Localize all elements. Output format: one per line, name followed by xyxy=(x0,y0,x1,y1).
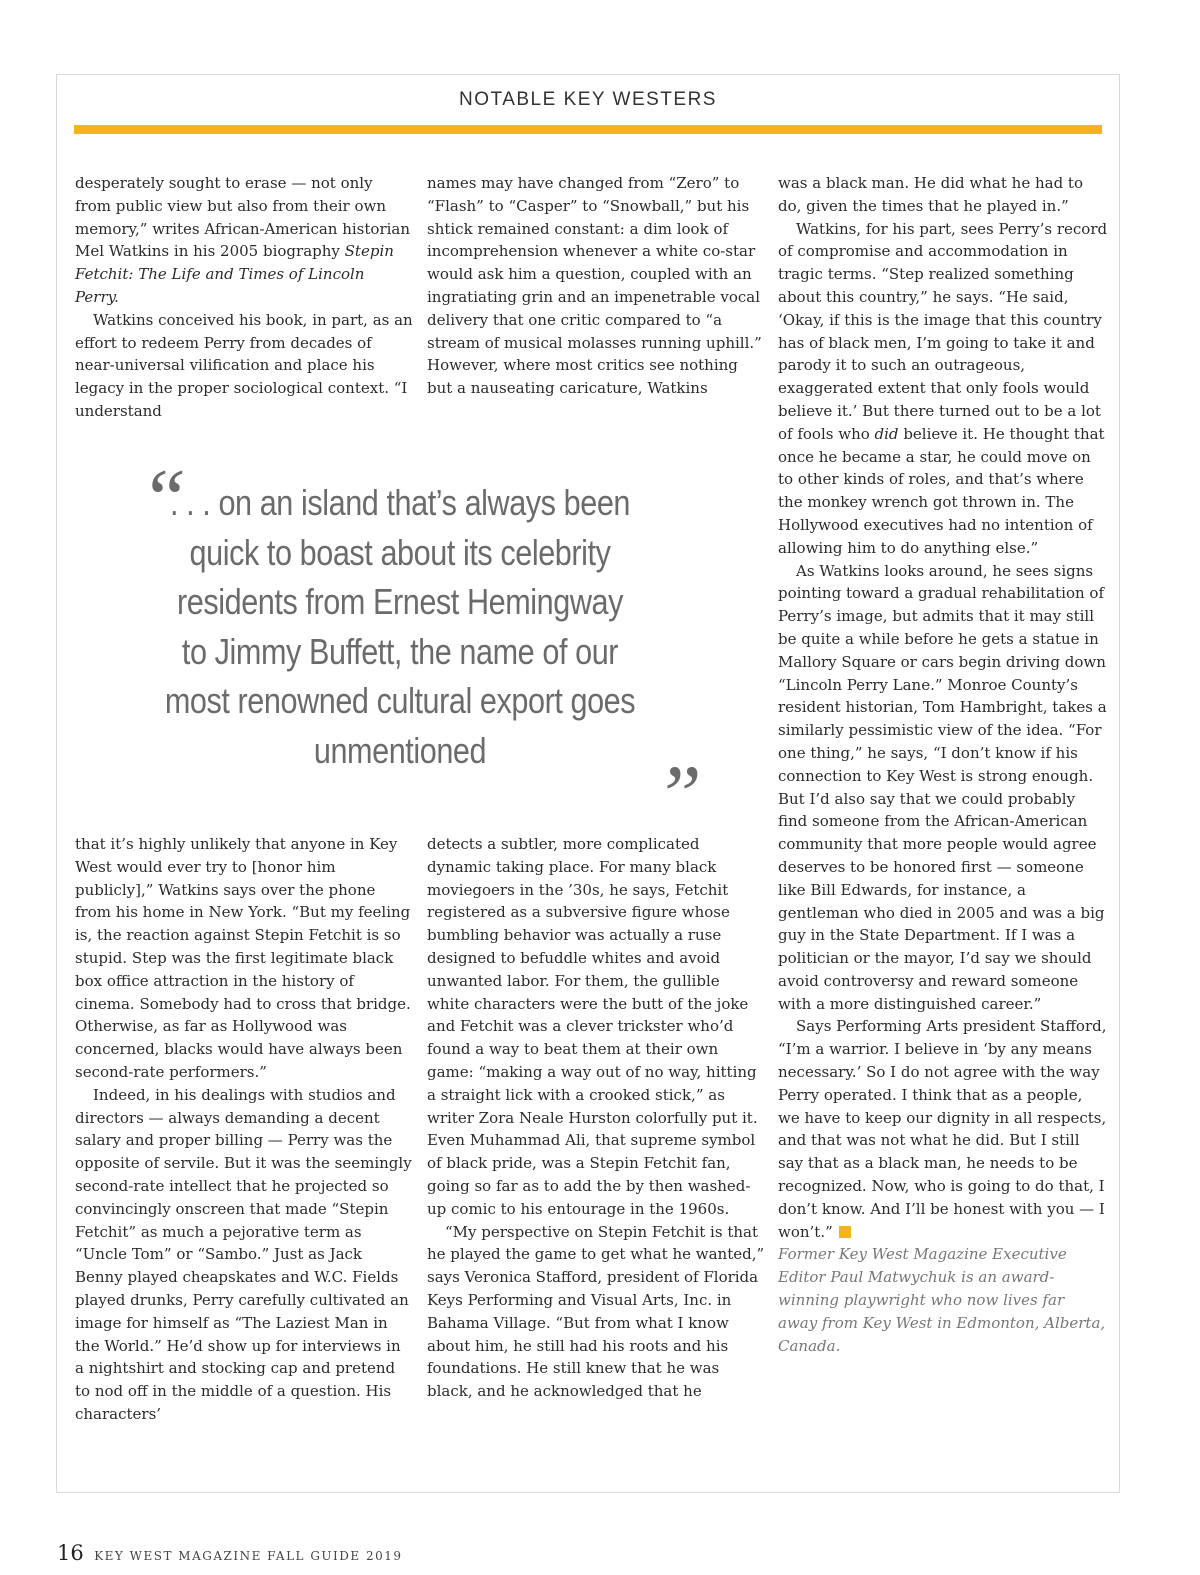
section-title: NOTABLE KEY WESTERS xyxy=(459,89,717,110)
page-number: 16 xyxy=(57,1541,84,1565)
column-3 xyxy=(778,172,1108,1357)
paragraph: was a black man. He did what he had to do, given the times that he played in.” xyxy=(778,174,1083,215)
end-mark-icon xyxy=(839,1226,851,1238)
column-1-top xyxy=(75,172,413,423)
pullquote-close-mark: ” xyxy=(655,749,702,842)
emphasis-text: did xyxy=(874,424,899,443)
paragraph: Watkins conceived his book, in part, as an effort to redeem Perry from decades of near-universal vilification and place his legacy in the proper sociological context. “I understand xyxy=(75,310,413,420)
author-bio: Former Key West Magazine Executive Editor Paul Matwychuk is an award-winning playwright who now lives far away from Key West in Edmonton, Alberta, Canada. xyxy=(778,1245,1106,1355)
paragraph: Indeed, in his dealings with studios and directors — always demanding a decent salary and proper billing — Perry was the opposite of servile. But it was the seemingly second-rate intellect that he projected so convincingly onscreen that made “Stepin Fetchit” as much a pejorative term as “Uncle Tom” or “Sambo.” Just as Jack Benny played cheapskates and W.C. Fields played drunks, Perry carefully cultivated an image for himself as “The Laziest Man in the World.” He’d show up for interviews in a nightshirt and stocking cap and pretend to nod off in the middle of a question. His characters’ xyxy=(75,1085,412,1423)
pullquote-open-mark: “ xyxy=(140,452,187,545)
page-footer xyxy=(57,1541,403,1565)
publication-name: KEY WEST MAGAZINE FALL GUIDE 2019 xyxy=(94,1549,403,1563)
paragraph: that it’s highly unlikely that anyone in Key West would ever try to [honor him publicly],” Watkins says over the phone from his home in New York. “But my feeling is, the reaction against Stepin Fetchit is so stupid. Step was the first legitimate black box office attraction in the history of cinema. Somebody had to cross that bridge. Otherwise, as far as Hollywood was concerned, blacks would have always been second-rate performers.” xyxy=(75,835,411,1081)
header-rule xyxy=(74,125,1102,134)
column-2-bottom xyxy=(427,833,765,1403)
paragraph: “My perspective on Stepin Fetchit is that he played the game to get what he wanted,” says Veronica Stafford, president of Florida Keys Performing and Visual Arts, Inc. in Bahama Village. “But from what I know about him, he still had his roots and his foundations. He still knew that he was black, and he acknowledged that he xyxy=(427,1222,765,1401)
paragraph xyxy=(778,1015,1108,1243)
column-2-top xyxy=(427,172,765,400)
paragraph: names may have changed from “Zero” to “Flash” to “Casper” to “Snowball,” but his shtick remained constant: a dim look of incomprehension whenever a white co-star would ask him a question, coupled with an ingratiating grin and an impenetrable vocal delivery that one critic compared to “a stream of musical molasses running uphill.” However, where most critics see nothing but a nauseating caricature, Watkins xyxy=(427,174,762,398)
paragraph-text: believe it. He thought that once he became a star, he could move on to other kinds of roles, and that’s where the monkey wrench got thrown in. The Hollywood executives had no intention of allowing him to do anything else.” xyxy=(778,424,1105,557)
paragraph xyxy=(75,172,413,309)
paragraph-text: Says Performing Arts president Stafford, “I’m a warrior. I believe in ‘by any means necessary.’ So I do not agree with the way Perry operated. I think that as a people, we have to keep our dignity in all respects, and that was not what he did. But I still say that as a black man, he needs to be recognized. Now, who is going to do that, I don’t know. And I’ll be honest with you — I won’t.” xyxy=(778,1017,1107,1241)
paragraph xyxy=(778,218,1108,560)
paragraph: detects a subtler, more complicated dynamic taking place. For many black moviegoers in the ’30s, he says, Fetchit registered as a subversive figure whose bumbling behavior was actually a ruse designed to befuddle whites and avoid unwanted labor. For them, the gullible white characters were the butt of the joke and Fetchit was a clever trickster who’d found a way to beat them at their own game: “making a way out of no way, hitting a straight lick with a crooked stick,” as writer Zora Neale Hurston colorfully put it. Even Muhammad Ali, that supreme symbol of black pride, was a Stepin Fetchit fan, going so far as to add the by then washed-up comic to his entourage in the 1960s. xyxy=(427,835,758,1218)
paragraph-text: Watkins, for his part, sees Perry’s record of compromise and accommodation in tragic terms. “Step realized something about this country,” he says. “He said, ‘Okay, if this is the image that this country has of black men, I’m going to take it and parody it to such an outrageous, exaggerated extent that only fools would believe it.’ But there turned out to be a lot of fools who xyxy=(778,219,1108,443)
paragraph-text: desperately sought to erase — not only from public view but also from their own memory,” writes African-American historian Mel Watkins in his 2005 biography xyxy=(75,174,411,261)
pullquote: . . . on an island that’s always been quick to boast about its celebrity residents from Ernest Hemingway to Jimmy Buffett, the name of our most renowned cultural export goes unmentioned xyxy=(164,482,636,771)
paragraph: As Watkins looks around, he sees signs pointing toward a gradual rehabilitation of Perry’s image, but admits that it may still be quite a while before he gets a statue in Mallory Square or cars begin driving down “Lincoln Perry Lane.” Monroe County’s resident historian, Tom Hambright, takes a similarly pessimistic view of the idea. “For one thing,” he says, “I don’t know if his connection to Key West is strong enough. But I’d also say that we could probably find someone from the African-American community that more people would agree deserves to be honored first — someone like Bill Edwards, for instance, a gentleman who died in 2005 and was a big guy in the State Department. If I was a politician or the mayor, I’d say we should avoid controversy and reward someone with a more distinguished career.” xyxy=(778,561,1107,1013)
column-1-bottom xyxy=(75,833,413,1426)
book-title: Stepin Fetchit: The Life and Times of Lincoln Perry. xyxy=(75,242,394,306)
